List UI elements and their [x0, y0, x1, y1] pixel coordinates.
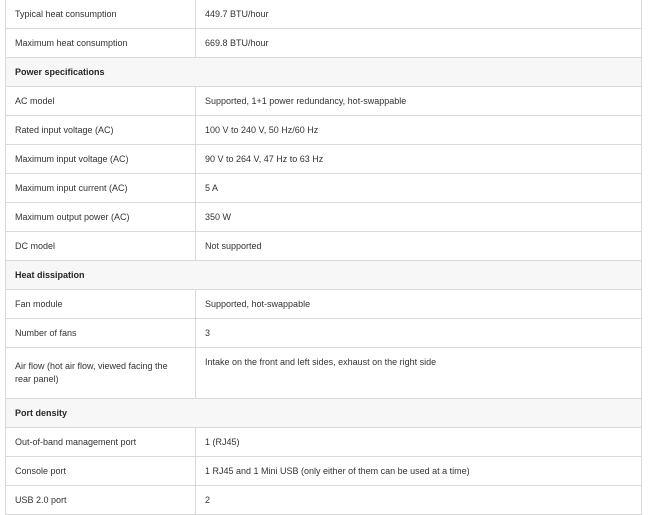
table-row: [6, 29, 642, 58]
spec-value: Supported, 1+1 power redundancy, hot-swappable: [196, 87, 642, 116]
spec-value: 90 V to 264 V, 47 Hz to 63 Hz: [196, 145, 642, 174]
spec-value: 669.8 BTU/hour: [196, 29, 642, 58]
spec-value: 350 W: [196, 203, 642, 232]
spec-value: 2: [196, 486, 642, 515]
spec-value: 3: [196, 319, 642, 348]
spec-label: USB 2.0 port: [6, 486, 196, 515]
spec-label: AC model: [6, 87, 196, 116]
section-header-row: [6, 399, 642, 428]
section-header-row: [6, 58, 642, 87]
spec-label: Maximum input voltage (AC): [6, 145, 196, 174]
spec-label: Number of fans: [6, 319, 196, 348]
spec-label: Maximum input current (AC): [6, 174, 196, 203]
table-row: [6, 319, 642, 348]
section-header-row: [6, 261, 642, 290]
table-row: [6, 87, 642, 116]
table-row: [6, 116, 642, 145]
section-title: Heat dissipation: [6, 261, 642, 290]
table-row: [6, 428, 642, 457]
spec-table: [5, 0, 642, 515]
table-row: [6, 0, 642, 29]
spec-value: 449.7 BTU/hour: [196, 0, 642, 29]
section-title: Power specifications: [6, 58, 642, 87]
spec-value: 100 V to 240 V, 50 Hz/60 Hz: [196, 116, 642, 145]
spec-value: Intake on the front and left sides, exhaust on the right side: [196, 348, 642, 399]
spec-label: Console port: [6, 457, 196, 486]
spec-label: Rated input voltage (AC): [6, 116, 196, 145]
spec-label: Typical heat consumption: [6, 0, 196, 29]
table-row: [6, 174, 642, 203]
table-row: [6, 145, 642, 174]
spec-label: Out-of-band management port: [6, 428, 196, 457]
section-title: Port density: [6, 399, 642, 428]
spec-label: Fan module: [6, 290, 196, 319]
spec-label: Maximum output power (AC): [6, 203, 196, 232]
spec-label: Air flow (hot air flow, viewed facing the rear panel): [6, 348, 196, 399]
table-row: [6, 232, 642, 261]
spec-value: 5 A: [196, 174, 642, 203]
spec-label: Maximum heat consumption: [6, 29, 196, 58]
table-row: [6, 457, 642, 486]
table-row: [6, 203, 642, 232]
spec-value: 1 RJ45 and 1 Mini USB (only either of them can be used at a time): [196, 457, 642, 486]
spec-value: Supported, hot-swappable: [196, 290, 642, 319]
table-row: [6, 486, 642, 515]
spec-label: DC model: [6, 232, 196, 261]
spec-value: 1 (RJ45): [196, 428, 642, 457]
spec-value: Not supported: [196, 232, 642, 261]
table-row: [6, 290, 642, 319]
table-row: [6, 348, 642, 399]
